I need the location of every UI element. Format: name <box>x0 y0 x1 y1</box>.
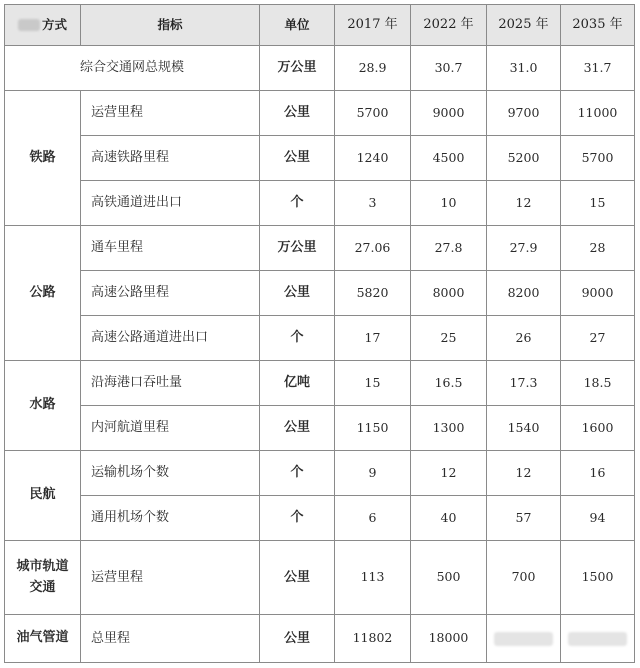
mode-label: 油气管道 <box>16 630 69 646</box>
mode-cell <box>5 451 81 541</box>
redacted-cell <box>487 615 561 663</box>
value-cell: 31.0 <box>487 46 561 91</box>
table-row <box>5 181 635 226</box>
unit-cell: 万公里 <box>260 46 335 91</box>
header-year: 2035 年 <box>561 5 635 46</box>
transport-indicator-table <box>4 4 635 663</box>
mode-cell <box>5 226 81 361</box>
unit-cell: 万公里 <box>260 226 335 271</box>
value-cell: 5700 <box>335 91 411 136</box>
table-row <box>5 91 635 136</box>
header-row <box>5 5 635 46</box>
value-cell: 40 <box>411 496 487 541</box>
unit-cell: 亿吨 <box>260 361 335 406</box>
table-row <box>5 406 635 451</box>
metric-cell: 高铁通道进出口 <box>81 181 260 226</box>
header-mode: 方式 <box>5 5 81 46</box>
table-row <box>5 496 635 541</box>
mode-label: 水路 <box>29 397 56 413</box>
redacted-mark <box>568 632 628 646</box>
redacted-mark <box>494 632 554 646</box>
unit-cell: 公里 <box>260 406 335 451</box>
table-row <box>5 541 635 615</box>
value-cell: 25 <box>411 316 487 361</box>
value-cell: 15 <box>561 181 635 226</box>
unit-cell: 公里 <box>260 136 335 181</box>
value-cell: 15 <box>335 361 411 406</box>
value-cell: 8000 <box>411 271 487 316</box>
value-cell: 9000 <box>411 91 487 136</box>
mode-label-line: 交通 <box>29 579 56 595</box>
value-cell: 3 <box>335 181 411 226</box>
value-cell: 5200 <box>487 136 561 181</box>
value-cell: 28.9 <box>335 46 411 91</box>
unit-cell: 个 <box>260 316 335 361</box>
value-cell: 8200 <box>487 271 561 316</box>
value-cell: 12 <box>411 451 487 496</box>
table-row <box>5 615 635 663</box>
value-cell: 27 <box>561 316 635 361</box>
mode-label: 公路 <box>29 284 56 300</box>
metric-cell: 高速铁路里程 <box>81 136 260 181</box>
metric-cell: 总里程 <box>81 615 260 663</box>
header-year: 2022 年 <box>411 5 487 46</box>
value-cell: 12 <box>487 451 561 496</box>
mode-cell <box>5 361 81 451</box>
value-cell: 27.06 <box>335 226 411 271</box>
value-cell: 700 <box>487 541 561 615</box>
table-row <box>5 226 635 271</box>
value-cell: 500 <box>411 541 487 615</box>
value-cell: 27.9 <box>487 226 561 271</box>
metric-cell: 通用机场个数 <box>81 496 260 541</box>
data-table-container <box>4 4 634 664</box>
value-cell: 6 <box>335 496 411 541</box>
table-row <box>5 271 635 316</box>
value-cell: 1540 <box>487 406 561 451</box>
value-cell: 5700 <box>561 136 635 181</box>
mode-label: 铁路 <box>29 149 56 165</box>
unit-cell: 个 <box>260 181 335 226</box>
value-cell: 30.7 <box>411 46 487 91</box>
table-row <box>5 451 635 496</box>
unit-cell: 公里 <box>260 541 335 615</box>
value-cell: 16.5 <box>411 361 487 406</box>
redacted-cell <box>561 615 635 663</box>
value-cell: 16 <box>561 451 635 496</box>
unit-cell: 公里 <box>260 91 335 136</box>
metric-cell: 运营里程 <box>81 541 260 615</box>
unit-cell: 个 <box>260 496 335 541</box>
mode-label-line: 城市轨道 <box>16 559 69 575</box>
header-unit: 单位 <box>260 5 335 46</box>
mode-cell <box>5 615 81 663</box>
value-cell: 1500 <box>561 541 635 615</box>
value-cell: 9 <box>335 451 411 496</box>
header-year: 2017 年 <box>335 5 411 46</box>
value-cell: 17.3 <box>487 361 561 406</box>
value-cell: 11802 <box>335 615 411 663</box>
value-cell: 1150 <box>335 406 411 451</box>
value-cell: 5820 <box>335 271 411 316</box>
metric-cell: 高速公路通道进出口 <box>81 316 260 361</box>
value-cell: 10 <box>411 181 487 226</box>
value-cell: 4500 <box>411 136 487 181</box>
metric-cell: 通车里程 <box>81 226 260 271</box>
unit-cell: 公里 <box>260 615 335 663</box>
metric-cell: 运输机场个数 <box>81 451 260 496</box>
mode-cell <box>5 91 81 226</box>
header-year: 2025 年 <box>487 5 561 46</box>
value-cell: 28 <box>561 226 635 271</box>
metric-cell: 内河航道里程 <box>81 406 260 451</box>
value-cell: 18.5 <box>561 361 635 406</box>
value-cell: 11000 <box>561 91 635 136</box>
unit-cell: 个 <box>260 451 335 496</box>
metric-cell: 高速公路里程 <box>81 271 260 316</box>
value-cell: 1600 <box>561 406 635 451</box>
metric-cell: 沿海港口吞吐量 <box>81 361 260 406</box>
table-row <box>5 316 635 361</box>
header-metric: 指标 <box>81 5 260 46</box>
mode-label: 民航 <box>29 487 56 503</box>
value-cell: 1240 <box>335 136 411 181</box>
total-label: 综合交通网总规模 <box>5 46 260 91</box>
table-row <box>5 136 635 181</box>
value-cell: 26 <box>487 316 561 361</box>
value-cell: 1300 <box>411 406 487 451</box>
value-cell: 18000 <box>411 615 487 663</box>
value-cell: 27.8 <box>411 226 487 271</box>
mode-cell <box>5 541 81 615</box>
value-cell: 113 <box>335 541 411 615</box>
value-cell: 9700 <box>487 91 561 136</box>
value-cell: 12 <box>487 181 561 226</box>
metric-cell: 运营里程 <box>81 91 260 136</box>
value-cell: 17 <box>335 316 411 361</box>
unit-cell: 公里 <box>260 271 335 316</box>
value-cell: 9000 <box>561 271 635 316</box>
redacted-mark <box>18 19 40 31</box>
value-cell: 94 <box>561 496 635 541</box>
value-cell: 31.7 <box>561 46 635 91</box>
table-row <box>5 46 635 91</box>
table-row <box>5 361 635 406</box>
value-cell: 57 <box>487 496 561 541</box>
